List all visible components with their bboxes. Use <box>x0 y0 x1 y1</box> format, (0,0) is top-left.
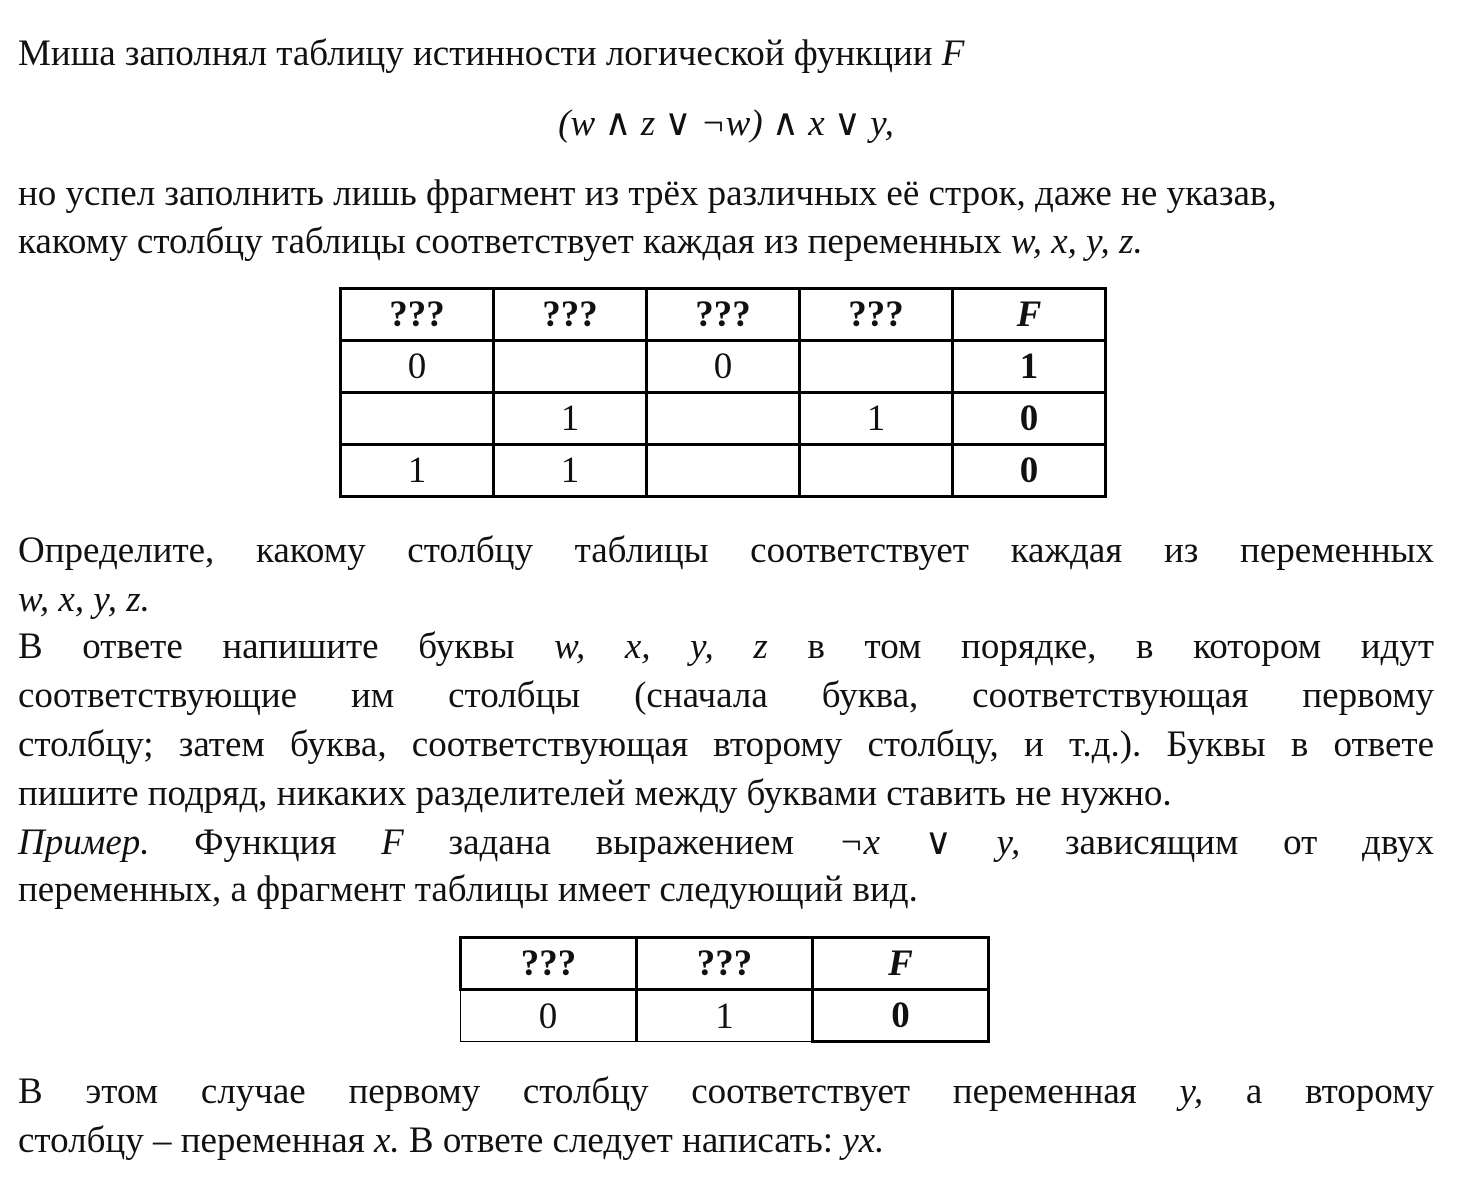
table-cell: 1 <box>494 393 647 445</box>
table-cell: 1 <box>637 990 813 1042</box>
example-text-a: Функция <box>194 822 337 863</box>
example-function: F <box>381 822 404 863</box>
example-label: Пример. <box>18 822 150 863</box>
table-cell: 0 <box>461 990 637 1042</box>
example-text-b: задана выражением <box>448 822 794 863</box>
example-table-header-row <box>461 938 989 990</box>
rules-line-3: столбцу; затем буква, соответствующая второму столбцу, и т.д.). Буквы в ответе <box>18 724 1434 765</box>
header-cell: ??? <box>800 289 953 341</box>
example-text-c: зависящим от двух <box>1064 822 1435 863</box>
example-line-1 <box>18 818 1434 867</box>
example-table <box>459 936 990 1043</box>
f-value-cell: 0 <box>953 445 1106 497</box>
formula <box>18 102 1434 146</box>
table-cell: 1 <box>494 445 647 497</box>
rules-line-1-a: В ответе напишите буквы <box>18 626 515 667</box>
conclusion-answer: yx. <box>842 1120 885 1161</box>
table-cell: 0 <box>647 341 800 393</box>
header-cell: ??? <box>341 289 494 341</box>
table-cell: 0 <box>341 341 494 393</box>
table-cell <box>647 393 800 445</box>
header-cell: ??? <box>647 289 800 341</box>
truth-table-header-row <box>341 289 1106 341</box>
intro-line-3-text: какому столбцу таблицы соответствует каждая из переменных <box>18 221 1002 262</box>
table-cell <box>800 341 953 393</box>
table-cell <box>647 445 800 497</box>
question-line-2 <box>18 578 150 622</box>
table-cell <box>341 393 494 445</box>
table-cell: 1 <box>800 393 953 445</box>
truth-table <box>339 287 1107 498</box>
conclusion-line-2 <box>18 1119 884 1163</box>
rules-variables: w, x, y, z <box>554 626 768 667</box>
table-row <box>341 341 1106 393</box>
question-variables: w, x, y, z. <box>18 579 150 620</box>
table-row <box>341 393 1106 445</box>
conclusion-var-x: x. <box>373 1120 400 1161</box>
f-value-cell: 0 <box>813 990 989 1042</box>
intro-line-1-text: Миша заполнял таблицу истинности логической функции <box>18 33 933 74</box>
intro-variables: w, x, y, z. <box>1010 221 1143 262</box>
table-cell: 1 <box>341 445 494 497</box>
rules-line-1-b: в том порядке, в котором идут <box>807 626 1435 667</box>
intro-line-1 <box>18 32 964 76</box>
conclusion-line-1 <box>18 1067 1434 1116</box>
conclusion-text-b: а второму <box>1245 1071 1435 1112</box>
header-cell: ??? <box>494 289 647 341</box>
rules-line-2: соответствующие им столбцы (сначала буква, соответствующая первому <box>18 675 1434 716</box>
rules-line-4: пишите подряд, никаких разделителей между буквами ставить не нужно. <box>18 773 1172 814</box>
rules-line-1 <box>18 622 1434 671</box>
table-row <box>461 990 989 1042</box>
f-value-cell: 1 <box>953 341 1106 393</box>
conclusion-text-a: В этом случае первому столбцу соответствует переменная <box>18 1071 1137 1112</box>
f-value-cell: 0 <box>953 393 1106 445</box>
conclusion-text-d: В ответе следует написать: <box>408 1120 834 1161</box>
conclusion-text-c: столбцу – переменная <box>18 1120 365 1161</box>
conclusion-var-y: y, <box>1179 1071 1204 1112</box>
intro-line-3 <box>18 220 1143 264</box>
function-symbol: F <box>941 33 965 74</box>
header-cell-f: F <box>813 938 989 990</box>
question-line-1: Определите, какому столбцу таблицы соответствует каждая из переменных <box>18 530 1434 571</box>
example-line-2: переменных, а фрагмент таблицы имеет следующий вид. <box>18 869 918 910</box>
example-expression: ¬x ∨ y, <box>838 822 1021 863</box>
header-cell: ??? <box>637 938 813 990</box>
intro-line-2: но успел заполнить лишь фрагмент из трёх различных её строк, даже не указав, <box>18 173 1277 214</box>
table-row <box>341 445 1106 497</box>
header-cell-f: F <box>953 289 1106 341</box>
formula-text: (w ∧ z ∨ ¬w) ∧ x ∨ y, <box>558 103 894 144</box>
table-cell <box>494 341 647 393</box>
header-cell: ??? <box>461 938 637 990</box>
table-cell <box>800 445 953 497</box>
